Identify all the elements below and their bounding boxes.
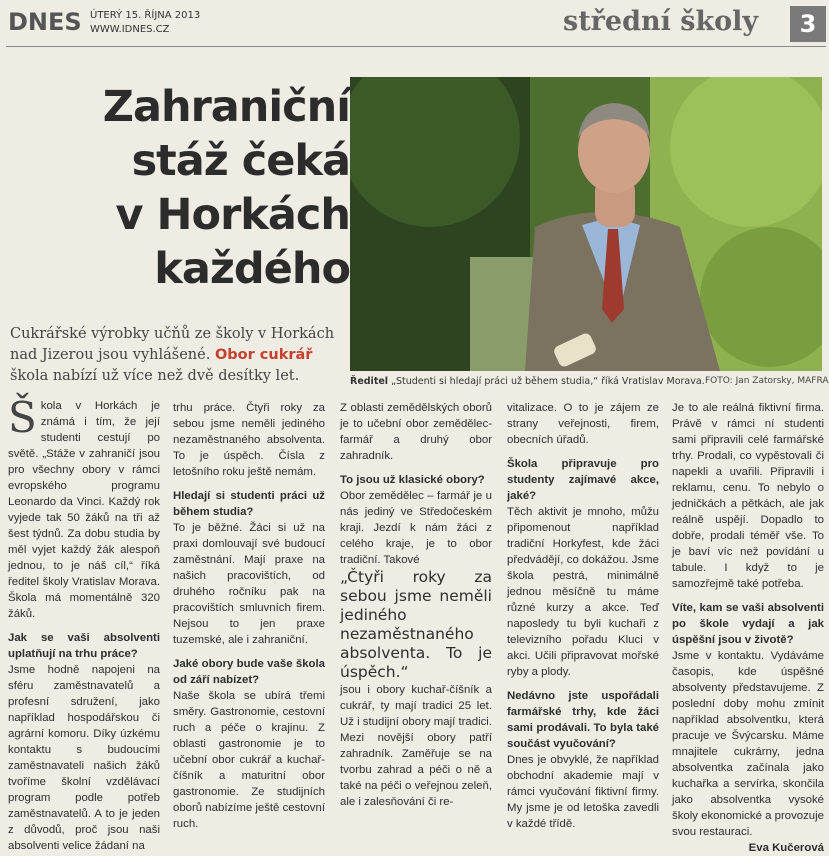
interview-answer: Těch aktivit je mnoho, můžu připomenout například tradiční Horkyfest, kde žáci předvádějí, co dokážou. Jsme škola pestrá, minimálně jednou měsíčně tu máme různé kurzy a akce. Teď naposledy tu byli kuchaři z televizního pořadu Kluci v akci. Učili připravovat mořské ryby a plody. [507,506,659,678]
interview-answer: Obor zemědělec – farmář je u nás jediný ve Středočeském kraji. Jezdí k nám žáci z celého kraje, je to obor tradiční. Takové [340,490,492,566]
section-title: střední školy [563,6,759,37]
interview-question: Víte, kam se vaši absolventi po škole vydají a jak úspěšní jsou v životě? [672,602,824,646]
interview-answer: Naše škola se ubírá třemi směry. Gastronomie, cestovní ruch a péče o krajinu. Z oblasti gastronomie je to učební obor cukrář a kuchař-číšník a maturitní obor gastronomie. Ze studijních oborů nabízíme ještě cestovní ruch. [173,690,325,830]
website-url: WWW.IDNES.CZ [90,24,170,35]
photo-caption [350,376,705,387]
intro-paragraph [8,393,160,622]
interview-answer: jsou i obory kuchař-číšník a cukrář, ty mají tradici 25 let. Už i studijní obory mají tradici. Mezi novější obory patří zahradník. Zaměřuje se na tvorbu zahrad a péči o ně a také na péči o veřejnou zeleň, ale i zalesňování či re- [340,684,492,808]
article-author: Eva Kučerová [748,842,824,854]
interview-question: Nedávno jste uspořádali farmářské trhy, kde žáci sami prodávali. To byla také součást vyučování? [507,690,659,750]
drop-cap: Š [8,393,37,442]
interview-question: Jak se vaši absolventi uplatňují na trhu práce? [8,632,160,660]
article-column-3 [340,400,492,810]
photo-credit: FOTO: Jan Zatorsky, MAFRA [705,376,829,386]
interview-question: To jsou už klasické obory? [340,474,485,486]
issue-date: ÚTERÝ 15. ŘÍJNA 2013 [90,10,201,21]
caption-text: „Studenti si hledají práci už během studia,“ říká Vratislav Morava. [388,376,705,387]
interview-answer: Z oblasti zemědělských oborů je to učební obor zemědělec-farmář a druhý obor zahradník. [340,402,492,462]
article-column-4 [507,400,659,832]
caption-label: Ředitel [350,376,389,387]
newspaper-logo: DNES [8,8,82,36]
interview-answer: Jsme v kontaktu. Vydáváme časopis, kde úspěšné absolventy představujeme. Z poslední doby mohu zmínit například absolventku, která pracuje ve Švýcarsku. Máme mnajitele cukrárny, jedna absolventka začínala jako kuchařka a servírka, skončila jako absolventka vysoké školy ekonomické a provozuje svou restauraci. [672,650,824,838]
pull-quote: „Čtyři roky za sebou jsme neměli jediného nezaměstnaného absolventa. To je úspěch.“ [340,568,492,681]
headline-line: stáž čeká [131,136,350,186]
article-lead [10,324,340,387]
interview-answer: Dnes je obvyklé, že například obchodní akademie mají v rámci vyučování fiktivní firmy. My jsme je od letoška zavedli v každé třídě. [507,754,659,830]
photo-illustration [350,77,822,371]
article-photo [350,77,822,371]
headline-line: v Horkách [115,190,350,240]
interview-question: Hledají si studenti práci už během studia? [173,490,325,518]
article-column-5 [672,400,824,856]
intro-text: kola v Horkách je známá i tím, že její studenti cestují po světě. „Stáže v zahraničí jsou pro všechny obory v rámci evropského programu Leonardo da Vinci. Každý rok vyjede tak 50 žáků na tři až šest týdnů. Za dobu studia by měl vyjet každý žák alespoň jednou, to je náš cíl,“ říká ředitel školy Vratislav Morava. Škola má momentálně 320 žáků. [8,400,160,620]
article-column-2 [173,400,325,832]
lead-highlight: Obor cukrář [214,347,313,363]
interview-answer: vitalizace. O to je zájem ze strany veřejnosti, firem, obecních úřadů. [507,402,659,446]
dateline [90,9,200,37]
interview-answer: Jsme hodně napojeni na sféru zaměstnavatelů a profesní sdružení, jako například hospodářskou či agrární komoru. Díky úzkému kontaktu s budoucími zaměstnavateli našich žáků tvoříme školní vzdělávací program podle potřeb zaměstnavatelů. A to je jeden z důvodů, proč jsou naši absolventi velice žádaní na [8,664,160,852]
article-headline [50,80,350,296]
header-divider [6,46,826,47]
lead-text-end: škola nabízí už více než dvě desítky let. [10,368,300,384]
article-column-1 [8,393,160,854]
headline-line: Zahraniční [102,82,350,132]
interview-question: Jaké obory bude vaše škola od září nabízet? [173,658,325,686]
page-number: 3 [790,6,826,42]
interview-answer: Je to ale reálná fiktivní firma. Právě v rámci ní studenti sami připravili celé farmářské trhy. Prodali, co vypěstovali či napekli a uvařili. Připravili i reklamu, cenu. To nebylo o jedničkách a pětkách, ale jak reálně uspějí. Dopadlo to dobře, prodali téměř vše. To je baví víc než povídání u tabule. I když to je samozřejmě také potřeba. [672,402,824,590]
interview-question: Škola připravuje pro studenty zajímavé akce, jaké? [507,458,659,502]
lead-text: Cukrářské výrobky učňů ze školy v Horkách nad Jizerou jsou vyhlášené. [10,326,335,363]
interview-answer: trhu práce. Čtyři roky za sebou jsme neměli jediného nezaměstnaného absolventa. To je úspěch. Čísla z letošního roku ještě nemám. [173,402,325,478]
interview-answer: To je běžné. Žáci si už na praxi domlouvají své budoucí zaměstnání. Mají praxe na našich pracovištích, od druhého ročníku pak na pracovištích smluvních firem. Nejsou to jen praxe tuzemské, ale i zahraniční. [173,522,325,646]
headline-line: každého [154,244,350,294]
